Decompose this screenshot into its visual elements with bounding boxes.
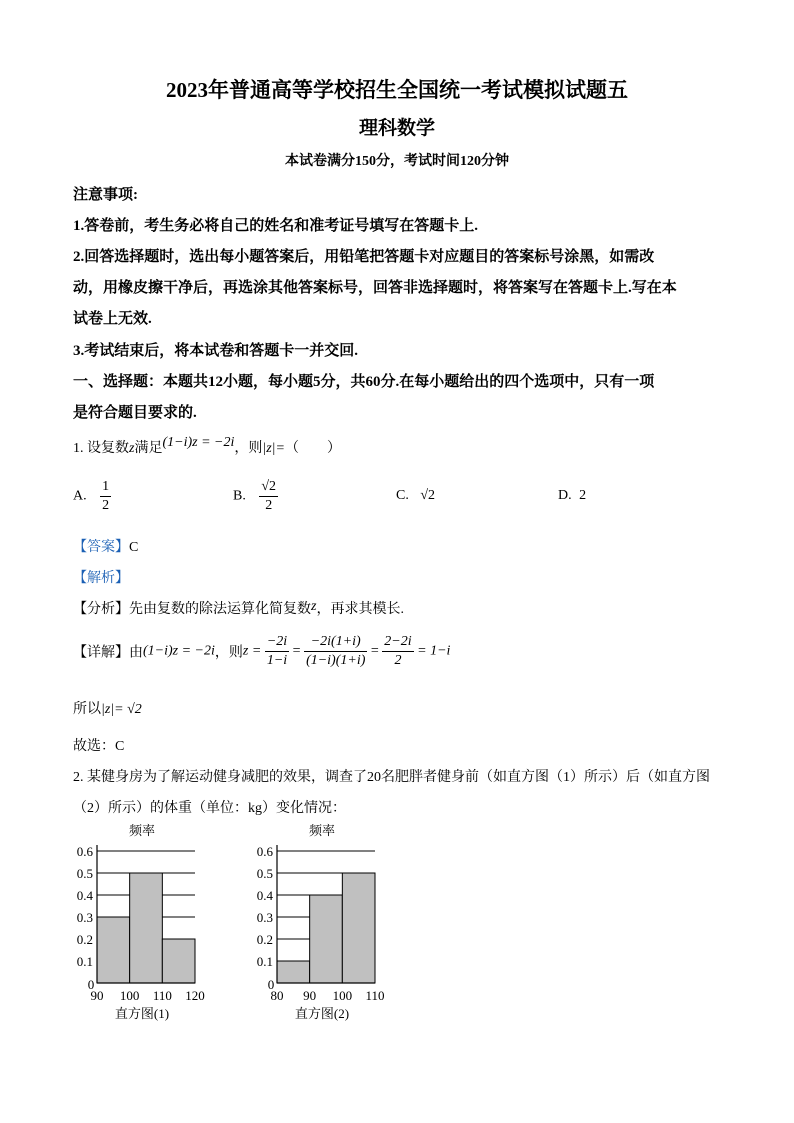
detail-then: ，则 (214, 645, 243, 661)
section-1-line-1: 一、选择题：本题共12小题，每小题5分，共60分.在每小题给出的四个选项中，只有一项 (73, 374, 655, 390)
x-tick-label: 120 (185, 988, 205, 1003)
x-tick-label: 80 (270, 988, 284, 1003)
exam-info: 本试卷满分150分，考试时间120分钟 (285, 154, 509, 169)
histogram-bar (162, 939, 195, 983)
subject-title: 理科数学 (358, 118, 435, 139)
detail-z: z = (242, 643, 262, 659)
y-tick-label: 0.2 (256, 932, 273, 947)
so-value: |z|= √2 (101, 702, 142, 717)
y-tick-label: 0.6 (76, 844, 93, 859)
q1-option-c (396, 488, 435, 504)
notes-item-3: 3.考试结束后，将本试卷和答题卡一并交回. (73, 343, 359, 359)
histogram-bar (342, 873, 375, 983)
option-a-den: 2 (102, 498, 110, 513)
option-b-num: √2 (259, 478, 278, 497)
q1-choose: 故选：C (73, 739, 125, 754)
q1-prefix: 1. 设复数 (73, 441, 129, 456)
detail-tag: 【详解】 (73, 645, 129, 661)
y-axis-label: 频率 (128, 823, 156, 838)
answer-tag: 【答案】 (73, 540, 129, 555)
notes-item-1: 1.答卷前，考生务必将自己的姓名和准考证号填写在答题卡上. (73, 218, 479, 234)
chart-title: 直方图(1) (114, 1006, 170, 1021)
notes-item-2-line-2: 动，用橡皮擦干净后，再选涂其他答案标号，回答非选择题时，将答案写在答题卡上.写在本 (73, 280, 677, 296)
q1-condition: (1−i)z = −2i (162, 435, 235, 450)
fraction-2-den: (1−i)(1+i) (306, 653, 366, 668)
analysis-tag: 【解析】 (73, 571, 129, 586)
option-c-label: C. (396, 488, 409, 503)
histogram-2 (240, 818, 410, 1028)
fenxi-text-b: ，再求其模长. (316, 602, 404, 617)
q1-conclusion (73, 698, 142, 718)
option-b-fraction (259, 478, 278, 515)
fenxi-tag: 【分析】 (73, 602, 129, 617)
answer-value: C (129, 540, 139, 555)
q1-fenxi (73, 598, 404, 618)
y-axis-label: 频率 (308, 823, 336, 838)
detail-fraction-2 (304, 633, 367, 670)
detail-fraction-3 (382, 633, 413, 670)
y-tick-label: 0.3 (76, 910, 93, 925)
q1-detail (73, 633, 450, 670)
so-text: 所以 (73, 702, 101, 717)
histogram-bar (97, 917, 130, 983)
q1-paren: （ ） (284, 441, 341, 456)
histogram-1 (60, 818, 230, 1028)
x-tick-label: 90 (303, 988, 317, 1003)
detail-equation: (1−i)z = −2i (143, 643, 215, 659)
y-tick-label: 0.1 (256, 954, 273, 969)
exam-title: 2023年普通高等学校招生全国统一考试模拟试题五 (166, 78, 628, 102)
q1-option-b (233, 478, 278, 515)
y-tick-label: 0.4 (256, 888, 273, 903)
x-tick-label: 90 (90, 988, 104, 1003)
y-tick-label: 0.4 (76, 888, 93, 903)
chart-title: 直方图(2) (294, 1006, 350, 1021)
equals-2: = (370, 643, 379, 659)
fraction-1-num: −2i (265, 633, 289, 652)
fraction-1-den: 1−i (266, 653, 288, 668)
q1-var: z (129, 441, 135, 456)
q1-ask: |z|= (262, 441, 285, 456)
histogram-bar (277, 961, 310, 983)
fraction-3-den: 2 (394, 653, 402, 668)
detail-pre: 由 (129, 645, 143, 661)
q1-answer (73, 536, 138, 556)
option-a-label: A. (73, 488, 87, 504)
histogram-bar (310, 895, 343, 983)
fraction-2-num: −2i(1+i) (304, 633, 367, 652)
origin-label: 0 (267, 977, 275, 992)
question-1-stem (73, 437, 341, 457)
q1-ask-text: ，则 (234, 441, 263, 456)
q1-analysis (73, 567, 129, 587)
y-tick-label: 0.2 (76, 932, 93, 947)
x-tick-label: 110 (365, 988, 385, 1003)
equals-1: = (292, 643, 301, 659)
y-tick-label: 0.5 (256, 866, 273, 881)
notes-heading: 注意事项: (73, 187, 138, 203)
y-tick-label: 0.3 (256, 910, 273, 925)
option-d-value: 2 (579, 488, 587, 503)
option-b-den: 2 (265, 498, 273, 513)
option-c-value: √2 (420, 488, 436, 503)
origin-label: 0 (87, 977, 95, 992)
histogram-bar (130, 873, 163, 983)
q1-option-a (73, 478, 111, 515)
fraction-3-num: 2−2i (382, 633, 413, 652)
detail-fraction-1 (265, 633, 289, 670)
x-tick-label: 110 (152, 988, 172, 1003)
x-tick-label: 100 (119, 988, 140, 1003)
option-a-fraction (100, 478, 111, 515)
fenxi-text-a: 先由复数的除法运算化简复数 (129, 602, 311, 617)
question-2-line-1: 2. 某健身房为了解运动健身减肥的效果，调查了20名肥胖者健身前（如直方图（1）所示）后（如直方图 (73, 770, 710, 785)
question-2-line-2: （2）所示）的体重（单位：kg）变化情况： (73, 801, 346, 816)
option-b-label: B. (233, 488, 246, 504)
notes-item-2-line-3: 试卷上无效. (73, 311, 152, 327)
section-1-line-2: 是符合题目要求的. (73, 405, 197, 421)
y-tick-label: 0.5 (76, 866, 93, 881)
fenxi-var: z (311, 599, 317, 614)
y-tick-label: 0.1 (76, 954, 93, 969)
q1-cond-text: 满足 (134, 441, 163, 456)
x-tick-label: 100 (332, 988, 353, 1003)
q1-option-d (558, 488, 586, 504)
y-tick-label: 0.6 (256, 844, 273, 859)
option-d-label: D. (558, 488, 572, 503)
detail-result: = 1−i (417, 643, 451, 659)
option-a-num: 1 (100, 478, 111, 497)
notes-item-2-line-1: 2.回答选择题时，选出每小题答案后，用铅笔把答题卡对应题目的答案标号涂黑，如需改 (73, 249, 655, 265)
